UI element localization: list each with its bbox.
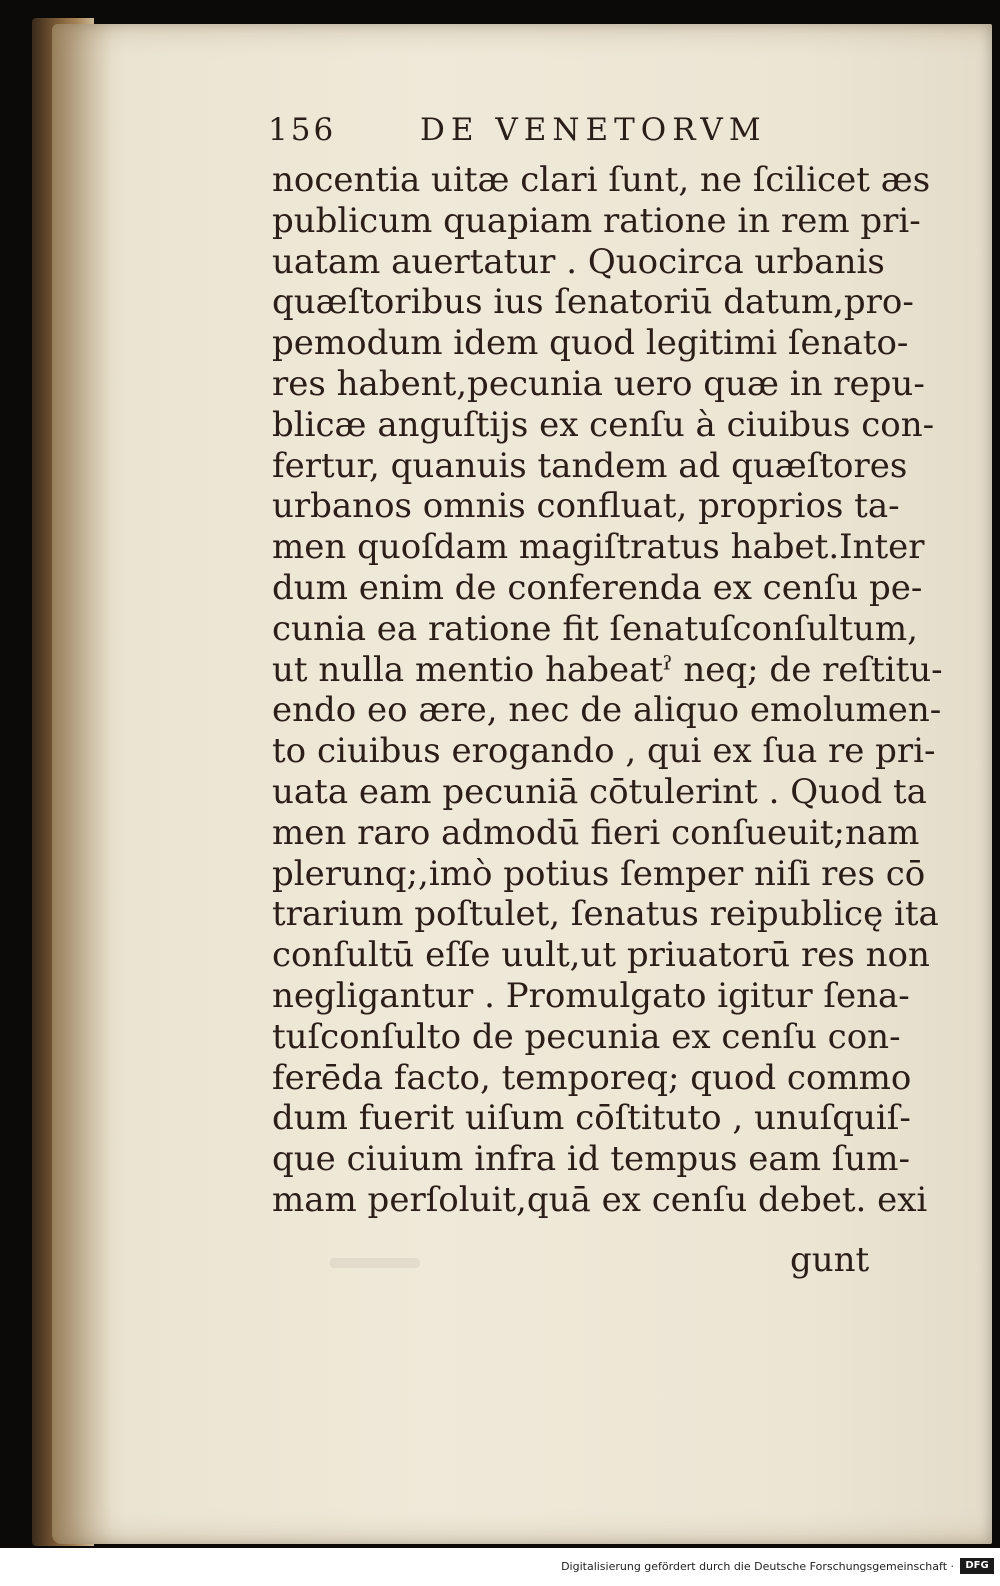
- text-line: ut nulla mentio habeatˀ neq; de reſtitu-: [272, 649, 943, 690]
- funding-credit: Digitalisierung gefördert durch die Deutsche Forschungsgemeinschaft ·: [561, 1560, 954, 1573]
- text-line: dum enim de conferenda ex cenſu pe-: [272, 567, 923, 608]
- text-line: men raro admodū fieri conſueuit;nam: [272, 812, 920, 853]
- text-line: que ciuium infra id tempus eam ſum-: [272, 1139, 910, 1180]
- text-line: ferēda facto, temporeq; quod commo: [272, 1057, 912, 1098]
- dfg-logo: DFG: [960, 1558, 994, 1574]
- text-line: urbanos omnis confluat, proprios ta-: [272, 486, 900, 527]
- text-line: quæſtoribus ius ſenatoriū datum,pro-: [272, 282, 914, 323]
- text-line: publicum quapiam ratione in rem pri-: [272, 200, 921, 241]
- text-line: blicæ anguſtijs ex cenſu à ciuibus con-: [272, 404, 935, 445]
- text-line: to ciuibus erogando , qui ex ſua re pri-: [272, 731, 936, 772]
- text-line: endo eo ære, nec de aliquo emolumen-: [272, 690, 942, 731]
- catchword: gunt: [790, 1240, 870, 1280]
- digitization-footer: [0, 1548, 1000, 1586]
- text-line: nocentia uitæ clari ſunt, ne ſcilicet æs: [272, 160, 931, 200]
- show-through-mark: [330, 1258, 420, 1268]
- text-line: conſultū eſſe uult,ut priuatorū res non: [272, 935, 930, 976]
- page-stain: [52, 24, 112, 1544]
- text-block: [272, 160, 943, 1221]
- text-line: tuſconſulto de pecunia ex cenſu con-: [272, 1016, 901, 1057]
- running-head: DE VENETORVM: [420, 112, 767, 148]
- text-line: plerunq;,imò potius ſemper niſi res cō: [272, 853, 926, 894]
- text-line: uatam auertatur . Quocirca urbanis: [272, 241, 885, 282]
- page-number: 156: [268, 112, 337, 148]
- text-line: dum fuerit uiſum cōſtituto , unuſquiſ-: [272, 1098, 911, 1139]
- text-line: negligantur . Promulgato igitur ſena-: [272, 975, 910, 1016]
- text-line: cunia ea ratione fit ſenatuſconſultum,: [272, 608, 918, 649]
- text-line: mam perſoluit,quā ex cenſu debet. exi: [272, 1179, 928, 1220]
- text-line: fertur, quanuis tandem ad quæſtores: [272, 445, 908, 486]
- text-line: men quoſdam magiſtratus habet.Inter: [272, 527, 925, 568]
- text-line: trarium poſtulet, ſenatus reipublicę ita: [272, 894, 939, 935]
- text-line: uata eam pecuniā cōtulerint . Quod ta: [272, 771, 927, 812]
- page-header: [268, 112, 788, 152]
- text-line: pemodum idem quod legitimi ſenato-: [272, 323, 909, 364]
- text-line: res habent,pecunia uero quæ in repu-: [272, 363, 925, 404]
